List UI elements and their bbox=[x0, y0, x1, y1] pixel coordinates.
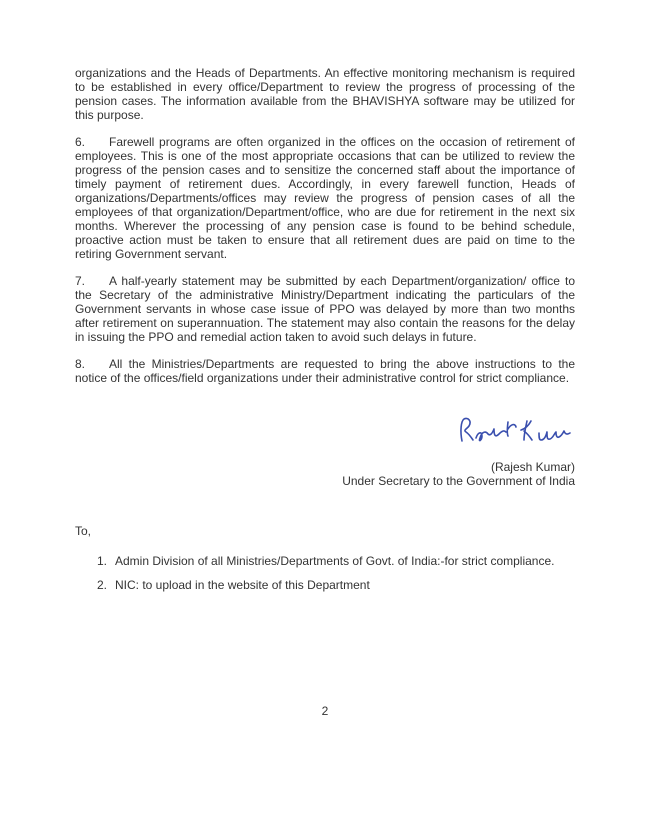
signatory-name: (Rajesh Kumar) bbox=[490, 460, 575, 474]
recipient-item-text: NIC: to upload in the website of this Department bbox=[115, 578, 370, 592]
paragraph-7 bbox=[75, 274, 575, 344]
paragraph-8-text: All the Ministries/Departments are requested to bring the above instructions to the notice of the offices/field organizations under their administrative control for strict compliance. bbox=[75, 357, 575, 385]
page-number: 2 bbox=[321, 704, 329, 718]
recipient-item-number: 1. bbox=[97, 554, 108, 568]
paragraph-8-number: 8. bbox=[75, 357, 86, 371]
intro-paragraph-text: organizations and the Heads of Departments. An effective monitoring mechanism is required to be established in every office/Department to review the progress of processing of the pension cases. The information available from the BHAVISHYA software may be utilized for this purpose. bbox=[75, 66, 575, 122]
paragraph-6 bbox=[75, 135, 575, 261]
signatory-title: Under Secretary to the Government of India bbox=[342, 474, 575, 488]
intro-paragraph bbox=[75, 66, 575, 122]
document-body bbox=[75, 66, 575, 385]
paragraph-8 bbox=[75, 357, 575, 385]
recipient-item bbox=[97, 578, 575, 592]
paragraph-7-number: 7. bbox=[75, 274, 86, 288]
signature-ink bbox=[455, 413, 573, 456]
recipient-list bbox=[75, 554, 575, 592]
signature-block bbox=[75, 413, 575, 488]
recipient-item bbox=[97, 554, 575, 568]
paragraph-7-text: A half-yearly statement may be submitted by each Department/organization/ office to the Secretary of the administrative Ministry/Department indicating the particulars of the Government servants in whose case issue of PPO was delayed by more than two months after retirement on superannuation. The statement may also contain the reasons for the delay in issuing the PPO and remedial action taken to avoid such delays in future. bbox=[75, 274, 575, 344]
paragraph-6-text: Farewell programs are often organized in the offices on the occasion of retirement of employees. This is one of the most appropriate occasions that can be utilized to review the progress of the pension cases and to sensitize the concerned staff about the importance of timely payment of retirement dues. Accordingly, in every farewell function, Heads of organizations/Departments/offices may review the progress of pension cases of all the employees of that organization/Department/office, who are due for retirement in the next six months. Wherever the processing of any pension case is found to be behind schedule, proactive action must be taken to ensure that all retirement dues are paid on time to the retiring Government servant. bbox=[75, 135, 575, 261]
recipient-item-number: 2. bbox=[97, 578, 108, 592]
signature-ink-svg bbox=[455, 413, 573, 453]
recipient-item-text: Admin Division of all Ministries/Departments of Govt. of India:-for strict compliance. bbox=[115, 554, 555, 568]
to-label: To, bbox=[75, 524, 92, 538]
paragraph-6-number: 6. bbox=[75, 135, 86, 149]
